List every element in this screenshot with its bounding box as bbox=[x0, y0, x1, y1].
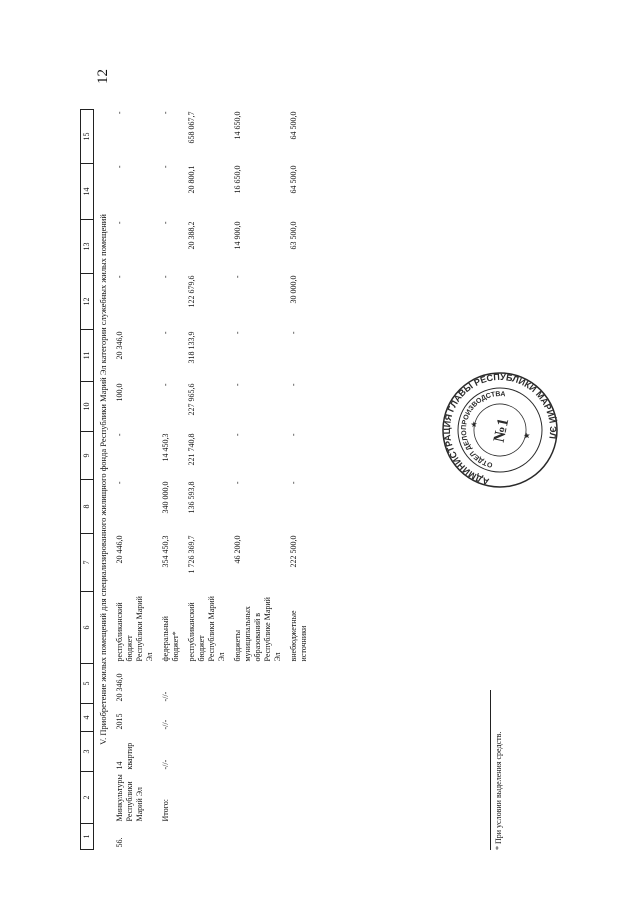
table-cell-c6: внебюджетные источники bbox=[289, 610, 308, 662]
table-cell-c4 bbox=[286, 704, 312, 732]
table-cell-c9: - bbox=[115, 433, 124, 437]
table-cell-c15: - bbox=[115, 111, 124, 115]
table-cell-c1 bbox=[286, 824, 312, 850]
table-cell-c9: 14 450,3 bbox=[161, 433, 170, 462]
column-header: 15 bbox=[81, 110, 94, 164]
table-cell-c14: - bbox=[115, 165, 124, 169]
table-cell-c4 bbox=[230, 704, 286, 732]
table-cell-c2: Итого: bbox=[161, 799, 170, 822]
table-cell-c7: 1 726 369,7 bbox=[187, 535, 196, 574]
table-cell-c3: 14 квартир bbox=[115, 742, 134, 770]
table-row bbox=[184, 110, 230, 850]
table-cell-c14: - bbox=[161, 165, 170, 169]
table-cell-c4: -//- bbox=[161, 719, 170, 730]
stamp-inner-text: ОТДЕЛ ДЕЛОПРОИЗВОДСТВА bbox=[460, 390, 506, 469]
table-cell-c9: 221 740,8 bbox=[187, 433, 196, 466]
page-number: 12 bbox=[95, 69, 111, 84]
table-cell-c3 bbox=[286, 732, 312, 772]
column-header: 12 bbox=[81, 274, 94, 330]
table-row bbox=[230, 110, 286, 850]
table-cell-c2: Минкультуры Республики Марий Эл bbox=[115, 774, 144, 822]
column-header: 8 bbox=[81, 480, 94, 534]
table-cell-c14: 16 650,0 bbox=[233, 165, 242, 194]
table-cell-c15: 658 067,7 bbox=[187, 111, 196, 144]
column-header: 10 bbox=[81, 382, 94, 432]
table-row bbox=[112, 110, 158, 850]
column-header: 11 bbox=[81, 330, 94, 382]
table-cell-c2 bbox=[184, 772, 230, 824]
table-cell-c6: республиканский бюджет Республики Марий Эл bbox=[187, 596, 226, 662]
table-cell-c8: - bbox=[289, 481, 298, 485]
table-cell-c12: - bbox=[161, 275, 170, 279]
table-cell-c7: 46 200,0 bbox=[233, 535, 242, 564]
table-cell-c5 bbox=[230, 664, 286, 704]
table-cell-c11: 20 346,0 bbox=[115, 331, 124, 360]
table-cell-c6: бюджеты муниципальных образований в Республике Марий Эл bbox=[233, 597, 282, 662]
table-cell-c1: 56. bbox=[115, 837, 124, 848]
table-cell-c12: 122 679,6 bbox=[187, 275, 196, 308]
table-cell-c13: 63 500,0 bbox=[289, 221, 298, 250]
table-cell-c14: 20 800,1 bbox=[187, 165, 196, 194]
column-header: 1 bbox=[81, 824, 94, 850]
stamp-outer-text: АДМИНИСТРАЦИЯ ГЛАВЫ РЕСПУБЛИКИ МАРИЙ ЭЛ bbox=[441, 371, 559, 487]
footnote: * При условии выделения средств. bbox=[494, 731, 503, 850]
column-header: 14 bbox=[81, 164, 94, 220]
table-cell-c15: - bbox=[161, 111, 170, 115]
official-stamp bbox=[429, 359, 571, 501]
table-cell-c13: - bbox=[161, 221, 170, 225]
table-cell-c9: - bbox=[233, 433, 242, 437]
table-cell-c5 bbox=[286, 664, 312, 704]
budget-table bbox=[80, 109, 312, 850]
table-cell-c3 bbox=[230, 732, 286, 772]
table-cell-c4: 2015 bbox=[115, 713, 124, 730]
column-header: 4 bbox=[81, 704, 94, 732]
table-cell-c11: - bbox=[161, 331, 170, 335]
section-title: V. Приобретение жилых помещений для специализированного жилищного фонда Республики Марий Эл категории служебных жилых помещений bbox=[98, 214, 108, 745]
table-cell-c8: - bbox=[233, 481, 242, 485]
table-cell-c10: - bbox=[233, 383, 242, 387]
table-cell-c11: - bbox=[289, 331, 298, 335]
column-header: 9 bbox=[81, 432, 94, 480]
table-cell-c13: - bbox=[115, 221, 124, 225]
table-cell-c10: - bbox=[161, 383, 170, 387]
column-header: 5 bbox=[81, 664, 94, 704]
table-cell-c5: 20 346,0 bbox=[115, 673, 124, 702]
footnote-divider bbox=[490, 690, 491, 850]
table-cell-c14: 64 500,0 bbox=[289, 165, 298, 194]
table-cell-c8: - bbox=[115, 481, 124, 485]
table-cell-c8: 136 593,8 bbox=[187, 481, 196, 514]
table-cell-c2 bbox=[230, 772, 286, 824]
table-cell-c8: 340 000,0 bbox=[161, 481, 170, 514]
table-cell-c10: - bbox=[289, 383, 298, 387]
column-header: 13 bbox=[81, 220, 94, 274]
table-cell-c1 bbox=[230, 824, 286, 850]
table-cell-c4 bbox=[184, 704, 230, 732]
column-header: 2 bbox=[81, 772, 94, 824]
table-cell-c3: -//- bbox=[161, 759, 170, 770]
table-cell-c9: - bbox=[289, 433, 298, 437]
table-cell-c15: 64 500,0 bbox=[289, 111, 298, 140]
table-row bbox=[286, 110, 312, 850]
rotated-sheet bbox=[80, 90, 560, 850]
table-cell-c12: 30 000,0 bbox=[289, 275, 298, 304]
table-cell-c1 bbox=[184, 824, 230, 850]
table-cell-c10: 100,0 bbox=[115, 383, 124, 402]
stamp-star-icon: ★ bbox=[468, 420, 480, 429]
table-cell-c10: 227 965,6 bbox=[187, 383, 196, 416]
table-cell-c15: 14 650,0 bbox=[233, 111, 242, 140]
table-cell-c11: - bbox=[233, 331, 242, 335]
table-cell-c13: 14 900,0 bbox=[233, 221, 242, 250]
table-cell-c13: 20 388,2 bbox=[187, 221, 196, 250]
table-row bbox=[158, 110, 184, 850]
table-cell-c2 bbox=[286, 772, 312, 824]
column-header: 7 bbox=[81, 534, 94, 592]
table-cell-c5: -//- bbox=[161, 691, 170, 702]
column-header: 3 bbox=[81, 732, 94, 772]
table-cell-c12: - bbox=[115, 275, 124, 279]
table-cell-c7: 222 500,0 bbox=[289, 535, 298, 568]
table-cell-c7: 20 446,0 bbox=[115, 535, 124, 564]
table-cell-c12: - bbox=[233, 275, 242, 279]
table-cell-c6: федеральный бюджет* bbox=[161, 616, 180, 662]
table-cell-c5 bbox=[184, 664, 230, 704]
column-header: 6 bbox=[81, 592, 94, 664]
table-cell-c3 bbox=[184, 732, 230, 772]
table-cell-c6: республиканский бюджет Республики Марий Эл bbox=[115, 596, 154, 662]
stamp-number: №1 bbox=[490, 416, 513, 444]
table-cell-c1 bbox=[158, 824, 184, 850]
table-cell-c11: 318 133,9 bbox=[187, 331, 196, 364]
stamp-star-icon: ★ bbox=[521, 431, 533, 441]
table-cell-c7: 354 450,3 bbox=[161, 535, 170, 568]
